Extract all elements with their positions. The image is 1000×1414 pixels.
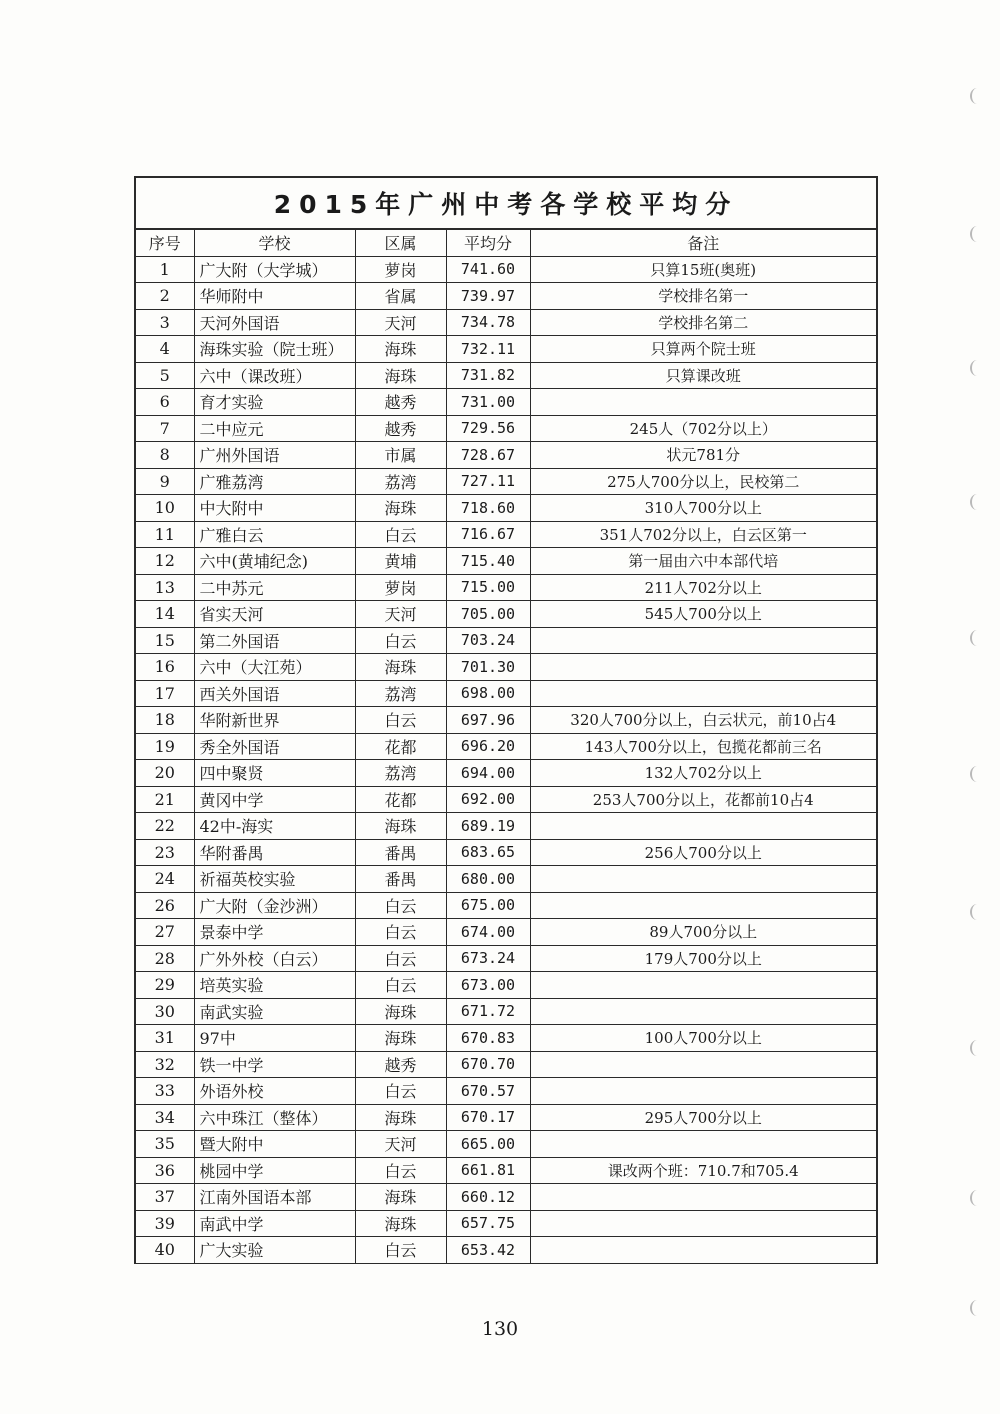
row-index: 10: [136, 495, 194, 522]
row-district: 白云: [355, 945, 446, 972]
row-school: 南武实验: [194, 998, 355, 1025]
row-remarks: [530, 627, 876, 654]
table-row: [136, 680, 876, 707]
row-average: 718.60: [446, 495, 530, 522]
row-index: 16: [136, 654, 194, 681]
row-index: 37: [136, 1184, 194, 1211]
row-average: 673.00: [446, 972, 530, 999]
table-row: [136, 495, 876, 522]
row-district: 海珠: [355, 362, 446, 389]
row-average: 739.97: [446, 283, 530, 310]
row-school: 二中应元: [194, 415, 355, 442]
row-average: 673.24: [446, 945, 530, 972]
table-row: [136, 786, 876, 813]
table-row: [136, 1025, 876, 1052]
row-remarks: 132人702分以上: [530, 760, 876, 787]
binder-hole-mark: [970, 226, 984, 242]
row-average: 727.11: [446, 468, 530, 495]
row-district: 海珠: [355, 495, 446, 522]
row-school: 中大附中: [194, 495, 355, 522]
row-index: 5: [136, 362, 194, 389]
row-remarks: [530, 1051, 876, 1078]
header-index: 序号: [136, 230, 194, 256]
row-school: 祈福英校实验: [194, 866, 355, 893]
row-remarks: [530, 389, 876, 416]
table-title: 2015年广州中考各学校平均分: [136, 178, 876, 230]
row-index: 13: [136, 574, 194, 601]
table-row: [136, 468, 876, 495]
row-index: 21: [136, 786, 194, 813]
row-remarks: 只算课改班: [530, 362, 876, 389]
row-index: 36: [136, 1157, 194, 1184]
row-average: 661.81: [446, 1157, 530, 1184]
row-index: 32: [136, 1051, 194, 1078]
row-average: 670.17: [446, 1104, 530, 1131]
row-school: 华附新世界: [194, 707, 355, 734]
row-average: 731.00: [446, 389, 530, 416]
row-school: 六中（大江苑）: [194, 654, 355, 681]
row-index: 22: [136, 813, 194, 840]
row-remarks: [530, 972, 876, 999]
binder-hole-mark: [970, 766, 984, 782]
row-average: 705.00: [446, 601, 530, 628]
row-district: 白云: [355, 892, 446, 919]
score-table-container: [134, 176, 878, 1264]
row-average: 671.72: [446, 998, 530, 1025]
binder-hole-mark: [970, 630, 984, 646]
row-index: 23: [136, 839, 194, 866]
row-school: 铁一中学: [194, 1051, 355, 1078]
row-school: 育才实验: [194, 389, 355, 416]
row-school: 97中: [194, 1025, 355, 1052]
row-remarks: 学校排名第一: [530, 283, 876, 310]
table-row: [136, 283, 876, 310]
table-row: [136, 654, 876, 681]
row-school: 天河外国语: [194, 309, 355, 336]
row-average: 703.24: [446, 627, 530, 654]
row-district: 海珠: [355, 813, 446, 840]
row-remarks: [530, 866, 876, 893]
row-average: 694.00: [446, 760, 530, 787]
row-district: 海珠: [355, 336, 446, 363]
row-school: 桃园中学: [194, 1157, 355, 1184]
row-school: 广州外国语: [194, 442, 355, 469]
row-average: 715.40: [446, 548, 530, 575]
table-row: [136, 442, 876, 469]
row-remarks: 351人702分以上，白云区第一: [530, 521, 876, 548]
row-index: 18: [136, 707, 194, 734]
row-index: 15: [136, 627, 194, 654]
row-average: 689.19: [446, 813, 530, 840]
row-remarks: [530, 892, 876, 919]
row-school: 广雅白云: [194, 521, 355, 548]
row-average: 696.20: [446, 733, 530, 760]
row-remarks: 275人700分以上，民校第二: [530, 468, 876, 495]
row-school: 四中聚贤: [194, 760, 355, 787]
row-district: 海珠: [355, 1025, 446, 1052]
row-index: 24: [136, 866, 194, 893]
table-row: [136, 336, 876, 363]
table-row: [136, 627, 876, 654]
row-remarks: 545人700分以上: [530, 601, 876, 628]
row-school: 省实天河: [194, 601, 355, 628]
row-district: 越秀: [355, 389, 446, 416]
row-remarks: 211人702分以上: [530, 574, 876, 601]
row-index: 8: [136, 442, 194, 469]
row-index: 30: [136, 998, 194, 1025]
row-remarks: 状元781分: [530, 442, 876, 469]
row-school: 广外外校（白云）: [194, 945, 355, 972]
row-school: 二中苏元: [194, 574, 355, 601]
table-row: [136, 1237, 876, 1264]
row-index: 3: [136, 309, 194, 336]
row-school: 广雅荔湾: [194, 468, 355, 495]
row-district: 花都: [355, 733, 446, 760]
row-index: 29: [136, 972, 194, 999]
binder-hole-mark: [970, 88, 984, 104]
row-district: 白云: [355, 972, 446, 999]
row-average: 731.82: [446, 362, 530, 389]
binder-hole-mark: [970, 1300, 984, 1316]
table-header-row: [136, 230, 876, 256]
row-district: 白云: [355, 919, 446, 946]
row-district: 越秀: [355, 415, 446, 442]
table-row: [136, 362, 876, 389]
row-index: 27: [136, 919, 194, 946]
row-index: 12: [136, 548, 194, 575]
row-remarks: 100人700分以上: [530, 1025, 876, 1052]
binder-hole-mark: [970, 360, 984, 376]
row-school: 秀全外国语: [194, 733, 355, 760]
row-remarks: 学校排名第二: [530, 309, 876, 336]
row-remarks: [530, 1131, 876, 1158]
table-row: [136, 256, 876, 283]
row-average: 657.75: [446, 1210, 530, 1237]
table-row: [136, 415, 876, 442]
row-index: 35: [136, 1131, 194, 1158]
table-row: [136, 1131, 876, 1158]
row-remarks: [530, 680, 876, 707]
row-school: 外语外校: [194, 1078, 355, 1105]
binder-hole-mark: [970, 1040, 984, 1056]
row-index: 7: [136, 415, 194, 442]
row-district: 白云: [355, 707, 446, 734]
row-district: 海珠: [355, 1104, 446, 1131]
row-average: 701.30: [446, 654, 530, 681]
row-remarks: 295人700分以上: [530, 1104, 876, 1131]
table-row: [136, 892, 876, 919]
row-district: 萝岗: [355, 256, 446, 283]
row-index: 9: [136, 468, 194, 495]
table-row: [136, 389, 876, 416]
row-school: 六中（课改班）: [194, 362, 355, 389]
table-row: [136, 972, 876, 999]
row-remarks: 256人700分以上: [530, 839, 876, 866]
row-school: 华师附中: [194, 283, 355, 310]
row-school: 南武中学: [194, 1210, 355, 1237]
row-district: 荔湾: [355, 468, 446, 495]
row-index: 20: [136, 760, 194, 787]
row-district: 海珠: [355, 654, 446, 681]
row-index: 19: [136, 733, 194, 760]
table-row: [136, 733, 876, 760]
row-average: 665.00: [446, 1131, 530, 1158]
row-school: 培英实验: [194, 972, 355, 999]
row-index: 2: [136, 283, 194, 310]
row-index: 33: [136, 1078, 194, 1105]
row-index: 40: [136, 1237, 194, 1264]
row-index: 28: [136, 945, 194, 972]
table-row: [136, 548, 876, 575]
row-school: 六中(黄埔纪念): [194, 548, 355, 575]
table-row: [136, 309, 876, 336]
row-district: 海珠: [355, 1184, 446, 1211]
table-row: [136, 945, 876, 972]
row-average: 660.12: [446, 1184, 530, 1211]
row-remarks: [530, 998, 876, 1025]
row-index: 1: [136, 256, 194, 283]
row-index: 39: [136, 1210, 194, 1237]
row-district: 番禺: [355, 866, 446, 893]
row-average: 670.57: [446, 1078, 530, 1105]
row-average: 680.00: [446, 866, 530, 893]
table-row: [136, 601, 876, 628]
row-school: 西关外国语: [194, 680, 355, 707]
row-average: 741.60: [446, 256, 530, 283]
row-district: 越秀: [355, 1051, 446, 1078]
row-average: 716.67: [446, 521, 530, 548]
row-average: 728.67: [446, 442, 530, 469]
row-average: 674.00: [446, 919, 530, 946]
row-district: 荔湾: [355, 760, 446, 787]
row-school: 广大附（金沙洲）: [194, 892, 355, 919]
row-district: 海珠: [355, 1210, 446, 1237]
school-score-table: [136, 230, 876, 1264]
row-district: 市属: [355, 442, 446, 469]
table-row: [136, 707, 876, 734]
row-index: 34: [136, 1104, 194, 1131]
row-remarks: [530, 1184, 876, 1211]
row-average: 734.78: [446, 309, 530, 336]
row-average: 683.65: [446, 839, 530, 866]
row-remarks: [530, 1237, 876, 1264]
row-index: 14: [136, 601, 194, 628]
row-district: 白云: [355, 1157, 446, 1184]
binder-hole-mark: [970, 1190, 984, 1206]
row-average: 670.70: [446, 1051, 530, 1078]
header-school: 学校: [194, 230, 355, 256]
row-district: 荔湾: [355, 680, 446, 707]
row-remarks: 143人700分以上，包揽花都前三名: [530, 733, 876, 760]
binder-hole-mark: [970, 494, 984, 510]
row-average: 729.56: [446, 415, 530, 442]
table-row: [136, 1157, 876, 1184]
row-school: 景泰中学: [194, 919, 355, 946]
header-remarks: 备注: [530, 230, 876, 256]
row-school: 江南外国语本部: [194, 1184, 355, 1211]
row-remarks: 253人700分以上，花都前10占4: [530, 786, 876, 813]
row-district: 天河: [355, 601, 446, 628]
row-remarks: [530, 1210, 876, 1237]
row-remarks: 第一届由六中本部代培: [530, 548, 876, 575]
row-index: 6: [136, 389, 194, 416]
row-district: 天河: [355, 1131, 446, 1158]
row-index: 4: [136, 336, 194, 363]
row-average: 670.83: [446, 1025, 530, 1052]
row-index: 11: [136, 521, 194, 548]
table-row: [136, 521, 876, 548]
row-remarks: 课改两个班：710.7和705.4: [530, 1157, 876, 1184]
row-average: 653.42: [446, 1237, 530, 1264]
table-row: [136, 1184, 876, 1211]
row-school: 六中珠江（整体）: [194, 1104, 355, 1131]
row-remarks: 只算15班(奥班): [530, 256, 876, 283]
row-average: 697.96: [446, 707, 530, 734]
row-district: 海珠: [355, 998, 446, 1025]
row-remarks: 179人700分以上: [530, 945, 876, 972]
row-average: 692.00: [446, 786, 530, 813]
row-remarks: [530, 654, 876, 681]
row-district: 白云: [355, 521, 446, 548]
table-row: [136, 839, 876, 866]
row-district: 天河: [355, 309, 446, 336]
row-school: 华附番禺: [194, 839, 355, 866]
row-school: 黄冈中学: [194, 786, 355, 813]
table-row: [136, 866, 876, 893]
row-average: 675.00: [446, 892, 530, 919]
header-district: 区属: [355, 230, 446, 256]
header-average: 平均分: [446, 230, 530, 256]
binder-hole-mark: [970, 904, 984, 920]
row-district: 白云: [355, 1078, 446, 1105]
row-school: 广大附（大学城）: [194, 256, 355, 283]
table-row: [136, 919, 876, 946]
row-index: 17: [136, 680, 194, 707]
row-remarks: 245人（702分以上）: [530, 415, 876, 442]
table-row: [136, 1210, 876, 1237]
row-school: 广大实验: [194, 1237, 355, 1264]
table-row: [136, 574, 876, 601]
row-district: 花都: [355, 786, 446, 813]
row-average: 715.00: [446, 574, 530, 601]
table-body: [136, 256, 876, 1263]
row-district: 番禺: [355, 839, 446, 866]
table-row: [136, 1104, 876, 1131]
row-school: 42中-海实: [194, 813, 355, 840]
row-district: 白云: [355, 1237, 446, 1264]
table-row: [136, 760, 876, 787]
row-average: 732.11: [446, 336, 530, 363]
row-average: 698.00: [446, 680, 530, 707]
row-school: 海珠实验（院士班）: [194, 336, 355, 363]
row-remarks: 320人700分以上，白云状元，前10占4: [530, 707, 876, 734]
row-school: 暨大附中: [194, 1131, 355, 1158]
row-index: 26: [136, 892, 194, 919]
row-district: 黄埔: [355, 548, 446, 575]
row-district: 白云: [355, 627, 446, 654]
table-row: [136, 998, 876, 1025]
row-remarks: [530, 1078, 876, 1105]
table-row: [136, 813, 876, 840]
table-row: [136, 1078, 876, 1105]
row-district: 萝岗: [355, 574, 446, 601]
row-remarks: 310人700分以上: [530, 495, 876, 522]
row-remarks: [530, 813, 876, 840]
row-remarks: 89人700分以上: [530, 919, 876, 946]
row-district: 省属: [355, 283, 446, 310]
row-school: 第二外国语: [194, 627, 355, 654]
table-row: [136, 1051, 876, 1078]
page-number: 130: [481, 1318, 519, 1340]
row-remarks: 只算两个院士班: [530, 336, 876, 363]
row-index: 31: [136, 1025, 194, 1052]
